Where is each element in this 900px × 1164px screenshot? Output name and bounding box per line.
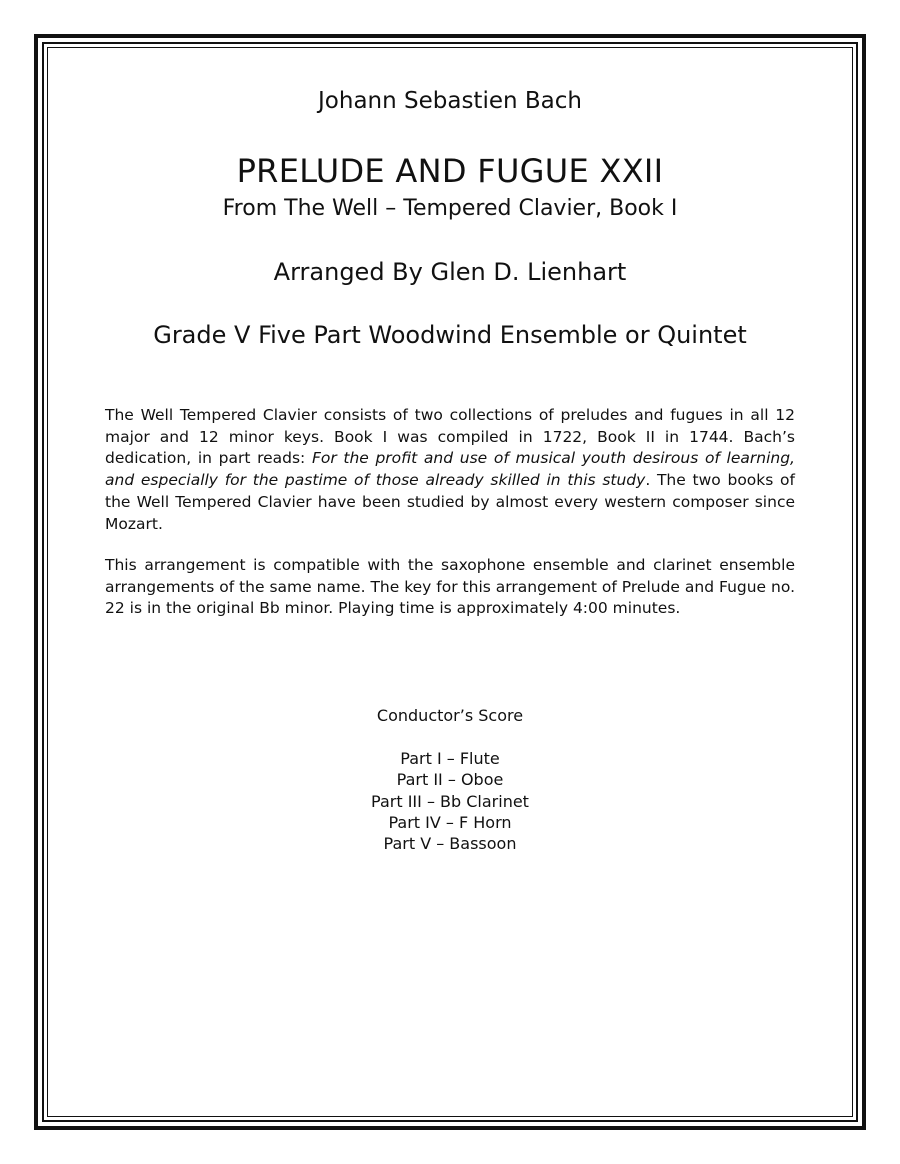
- part-item: Part IV – F Horn: [388, 812, 512, 832]
- arrangement-note-paragraph: This arrangement is compatible with the saxophone ensemble and clarinet ensemble arrangements of the same name. The key for this arrangement of Prelude and Fugue no. 22 is in the original Bb minor. Playing time is approximately 4:00 minutes.: [105, 556, 795, 618]
- composer-name: Johann Sebastien Bach: [318, 88, 582, 114]
- description-text-end: . The two books of the Well Tempered Clavier have been studied by almost every western composer since Mozart.: [105, 471, 795, 533]
- piece-subtitle: From The Well – Tempered Clavier, Book I: [222, 196, 678, 221]
- piece-title: PRELUDE AND FUGUE XXII: [236, 152, 664, 190]
- part-item: Part V – Bassoon: [383, 834, 517, 854]
- part-item: Part II – Oboe: [396, 770, 504, 790]
- conductor-score-label: Conductor’s Score: [376, 706, 524, 725]
- parts-list: [0, 748, 900, 854]
- part-item: Part III – Bb Clarinet: [371, 791, 529, 811]
- description-paragraph: [105, 405, 795, 535]
- grade-ensemble: Grade V Five Part Woodwind Ensemble or Quintet: [153, 321, 747, 349]
- dedication-quote: For the profit and use of musical youth desirous of learning, and especially for the pastime of those already skilled in this study: [105, 449, 795, 490]
- arranger-credit: Arranged By Glen D. Lienhart: [273, 258, 627, 286]
- part-item: Part I – Flute: [400, 749, 500, 768]
- description-text-start: The Well Tempered Clavier consists of two collections of preludes and fugues in all 12 major and 12 minor keys. Book I was compiled in 1722, Book II in 1744. Bach’s dedication, in part reads:: [105, 406, 795, 468]
